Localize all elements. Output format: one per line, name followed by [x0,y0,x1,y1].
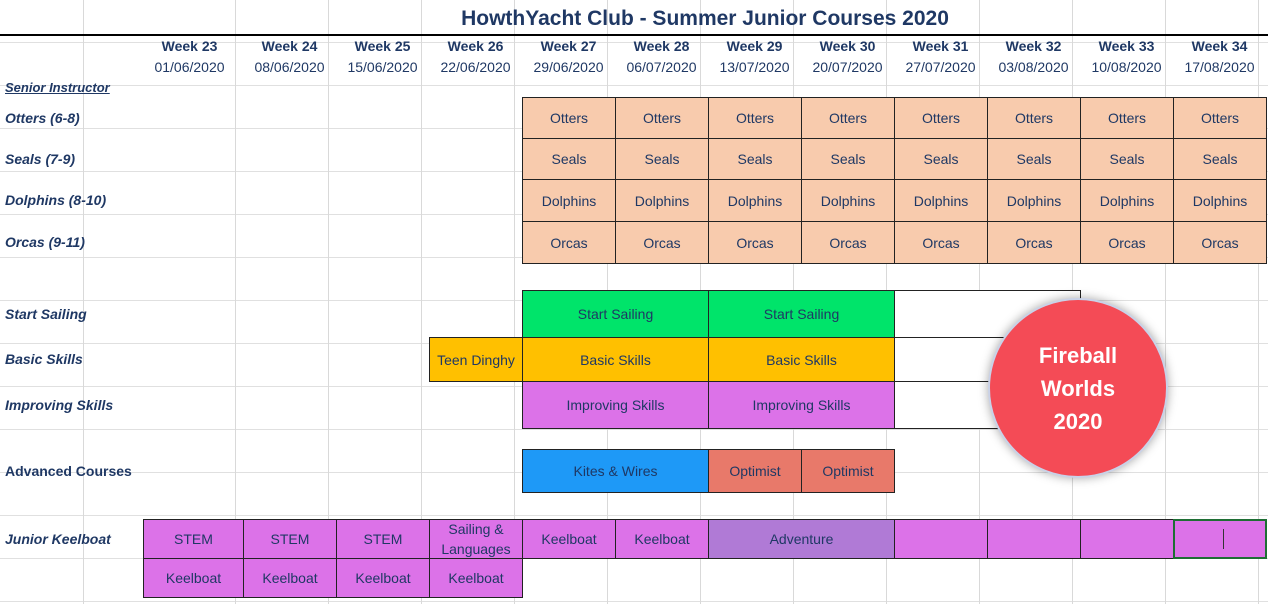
week-header[interactable]: Week 24 [261,38,318,54]
week-header[interactable]: Week 29 [726,38,783,54]
course-cell-dolphins[interactable]: Dolphins [801,179,895,222]
course-cell-orcas[interactable]: Orcas [522,221,616,264]
course-cell-keelboat[interactable]: Keelboat [615,519,709,559]
text-cursor [1223,529,1224,549]
fireball-line-1: Fireball [1038,342,1118,368]
course-cell-teen-dinghy[interactable]: Teen Dinghy [429,337,523,382]
week-date[interactable]: 22/06/2020 [440,59,511,75]
course-cell-seals[interactable]: Seals [1080,138,1174,180]
course-cell-orcas[interactable]: Orcas [1080,221,1174,264]
row-label-improving-skills[interactable]: Improving Skills [5,397,114,413]
row-label-senior-instructor[interactable]: Senior Instructor [5,80,110,95]
course-cell-orcas[interactable]: Orcas [894,221,988,264]
week-header[interactable]: Week 33 [1098,38,1155,54]
week-date[interactable]: 13/07/2020 [719,59,790,75]
week-header[interactable]: Week 32 [1005,38,1062,54]
course-cell-otters[interactable]: Otters [1173,97,1267,139]
course-cell-dolphins[interactable]: Dolphins [894,179,988,222]
course-cell-stem[interactable]: STEM [243,519,337,559]
course-cell-dolphins[interactable]: Dolphins [708,179,802,222]
selected-cell[interactable] [1173,519,1267,559]
week-header[interactable]: Week 34 [1191,38,1248,54]
course-cell-sailing-languages[interactable]: Sailing & Languages [429,519,523,559]
course-cell-empty[interactable] [987,519,1081,559]
course-cell-otters[interactable]: Otters [894,97,988,139]
course-cell-keelboat[interactable]: Keelboat [336,558,430,598]
course-cell-start-sailing[interactable]: Start Sailing [708,290,895,338]
course-cell-dolphins[interactable]: Dolphins [522,179,616,222]
week-date[interactable]: 15/06/2020 [347,59,418,75]
week-header[interactable]: Week 23 [161,38,218,54]
row-label-start-sailing[interactable]: Start Sailing [5,306,87,322]
course-cell-orcas[interactable]: Orcas [801,221,895,264]
week-header[interactable]: Week 28 [633,38,690,54]
week-date[interactable]: 06/07/2020 [626,59,697,75]
course-cell-adventure[interactable]: Adventure [708,519,895,559]
course-cell-seals[interactable]: Seals [708,138,802,180]
week-header[interactable]: Week 26 [447,38,504,54]
row-label-otters[interactable]: Otters (6-8) [5,110,80,126]
course-cell-seals[interactable]: Seals [522,138,616,180]
course-cell-otters[interactable]: Otters [801,97,895,139]
course-cell-orcas[interactable]: Orcas [708,221,802,264]
course-cell-otters[interactable]: Otters [522,97,616,139]
row-label-advanced-courses[interactable]: Advanced Courses [5,463,132,479]
course-cell-empty[interactable] [1080,519,1174,559]
course-cell-orcas[interactable]: Orcas [615,221,709,264]
week-date[interactable]: 17/08/2020 [1184,59,1255,75]
row-label-junior-keelboat[interactable]: Junior Keelboat [5,531,111,547]
week-date[interactable]: 29/06/2020 [533,59,604,75]
course-cell-dolphins[interactable]: Dolphins [1080,179,1174,222]
fireball-line-3: 2020 [1053,408,1103,434]
fireball-worlds-badge[interactable] [988,298,1168,478]
row-label-dolphins[interactable]: Dolphins (8-10) [5,192,107,208]
week-date[interactable]: 10/08/2020 [1091,59,1162,75]
course-cell-basic-skills[interactable]: Basic Skills [708,337,895,382]
course-cell-stem[interactable]: STEM [143,519,244,559]
course-cell-otters[interactable]: Otters [708,97,802,139]
course-cell-dolphins[interactable]: Dolphins [615,179,709,222]
sheet-title: HowthYacht Club - Summer Junior Courses 2020 [461,7,949,30]
course-cell-optimist[interactable]: Optimist [708,449,802,493]
course-cell-keelboat[interactable]: Keelboat [143,558,244,598]
course-cell-improving-skills[interactable]: Improving Skills [522,381,709,429]
course-cell-dolphins[interactable]: Dolphins [987,179,1081,222]
row-label-seals[interactable]: Seals (7-9) [5,151,76,167]
course-cell-basic-skills[interactable]: Basic Skills [522,337,709,382]
course-cell-optimist[interactable]: Optimist [801,449,895,493]
course-cell-orcas[interactable]: Orcas [1173,221,1267,264]
course-cell-otters[interactable]: Otters [1080,97,1174,139]
week-header[interactable]: Week 31 [912,38,969,54]
course-cell-seals[interactable]: Seals [987,138,1081,180]
course-cell-stem[interactable]: STEM [336,519,430,559]
week-date[interactable]: 03/08/2020 [998,59,1069,75]
week-date[interactable]: 20/07/2020 [812,59,883,75]
course-cell-keelboat[interactable]: Keelboat [429,558,523,598]
week-date[interactable]: 27/07/2020 [905,59,976,75]
course-cell-empty[interactable] [894,519,988,559]
row-label-basic-skills[interactable]: Basic Skills [5,351,83,367]
fireball-line-2: Worlds [1040,375,1116,401]
course-cell-start-sailing[interactable]: Start Sailing [522,290,709,338]
week-header[interactable]: Week 27 [540,38,597,54]
course-cell-otters[interactable]: Otters [615,97,709,139]
course-cell-seals[interactable]: Seals [894,138,988,180]
week-header[interactable]: Week 30 [819,38,876,54]
course-cell-keelboat[interactable]: Keelboat [522,519,616,559]
course-cell-improving-skills[interactable]: Improving Skills [708,381,895,429]
course-cell-seals[interactable]: Seals [1173,138,1267,180]
week-date[interactable]: 08/06/2020 [254,59,325,75]
course-cell-seals[interactable]: Seals [801,138,895,180]
course-cell-keelboat[interactable]: Keelboat [243,558,337,598]
row-label-orcas[interactable]: Orcas (9-11) [5,234,85,250]
course-cell-otters[interactable]: Otters [987,97,1081,139]
week-date[interactable]: 01/06/2020 [154,59,225,75]
course-cell-orcas[interactable]: Orcas [987,221,1081,264]
course-cell-seals[interactable]: Seals [615,138,709,180]
course-cell-dolphins[interactable]: Dolphins [1173,179,1267,222]
course-cell-kites-wires[interactable]: Kites & Wires [522,449,709,493]
week-header[interactable]: Week 25 [354,38,411,54]
